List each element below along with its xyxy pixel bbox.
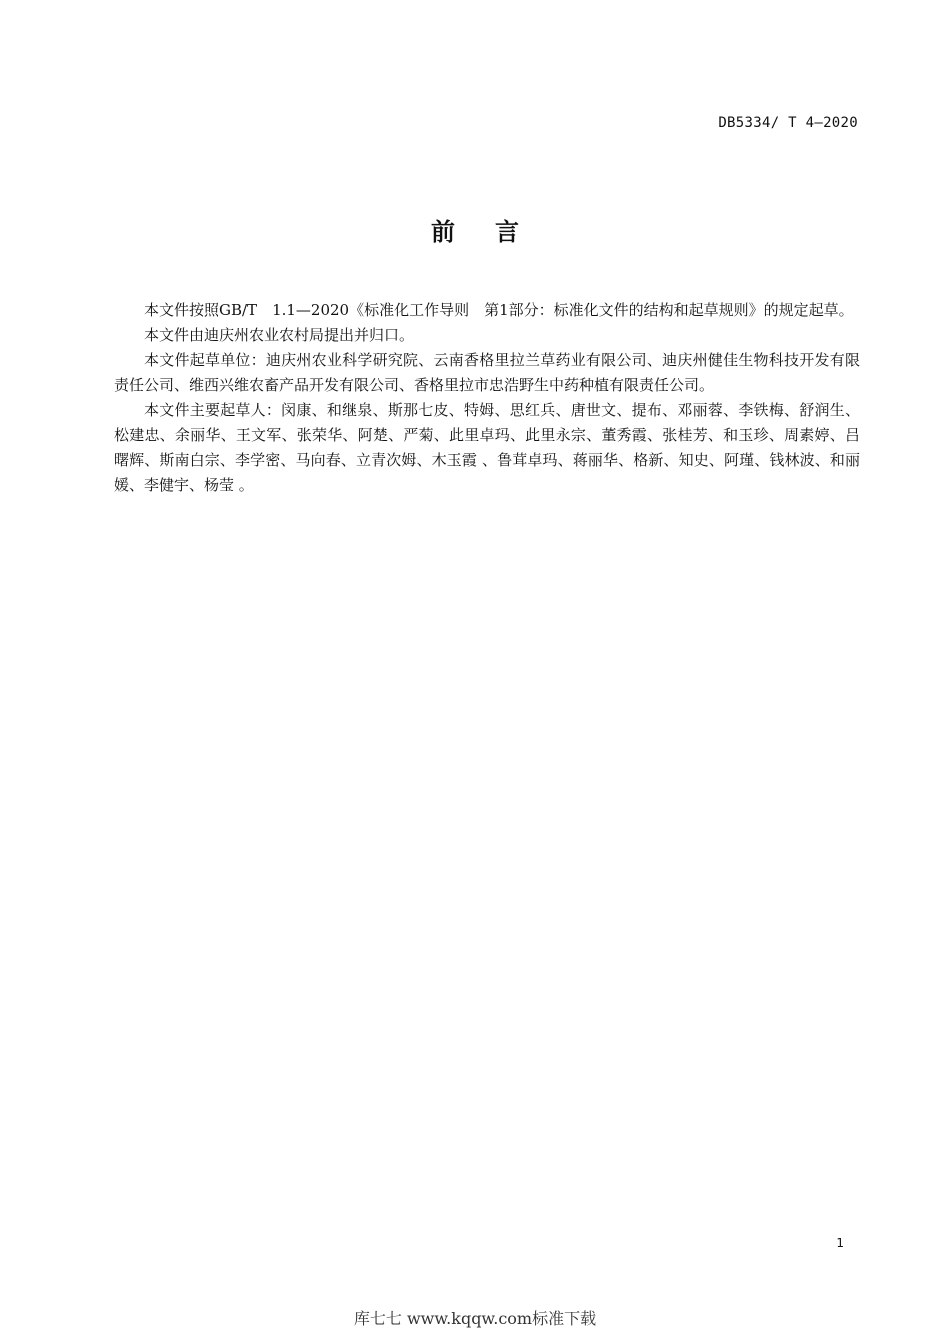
paragraph-drafting-basis: 本文件按照GB/T 1.1—2020《标准化工作导则 第1部分：标准化文件的结构和起草规则》的规定起草。	[144, 301, 854, 319]
paragraph-drafting-units: 本文件起草单位：迪庆州农业科学研究院、云南香格里拉兰草药业有限公司、迪庆州健佳生物科技开发有限责任公司、维西兴维农畜产品开发有限公司、香格里拉市忠浩野生中药种植有限责任公司。	[114, 351, 860, 394]
paragraph-drafters: 本文件主要起草人：闵康、和继泉、斯那七皮、特姆、思红兵、唐世文、提布、邓丽蓉、李铁梅、舒润生、松建忠、余丽华、王文军、张荣华、阿楚、严菊、此里卓玛、此里永宗、董秀霞、张桂芳、和玉珍、周素婷、吕曙辉、斯南白宗、李学密、马向春、立青次姆、木玉霞 、鲁茸卓玛、蒋丽华、格新、知史、阿瑾、钱林波、和丽媛、李健宇、杨莹 。	[114, 401, 860, 494]
page-number: 1	[836, 1236, 844, 1250]
document-code: DB5334/ T 4—2020	[718, 115, 858, 131]
watermark-text: 库七七 www.kqqw.com标准下载	[353, 1309, 597, 1328]
foreword-body	[114, 298, 860, 498]
page-title: 前言	[431, 218, 559, 246]
paragraph-proposer: 本文件由迪庆州农业农村局提出并归口。	[144, 326, 415, 344]
